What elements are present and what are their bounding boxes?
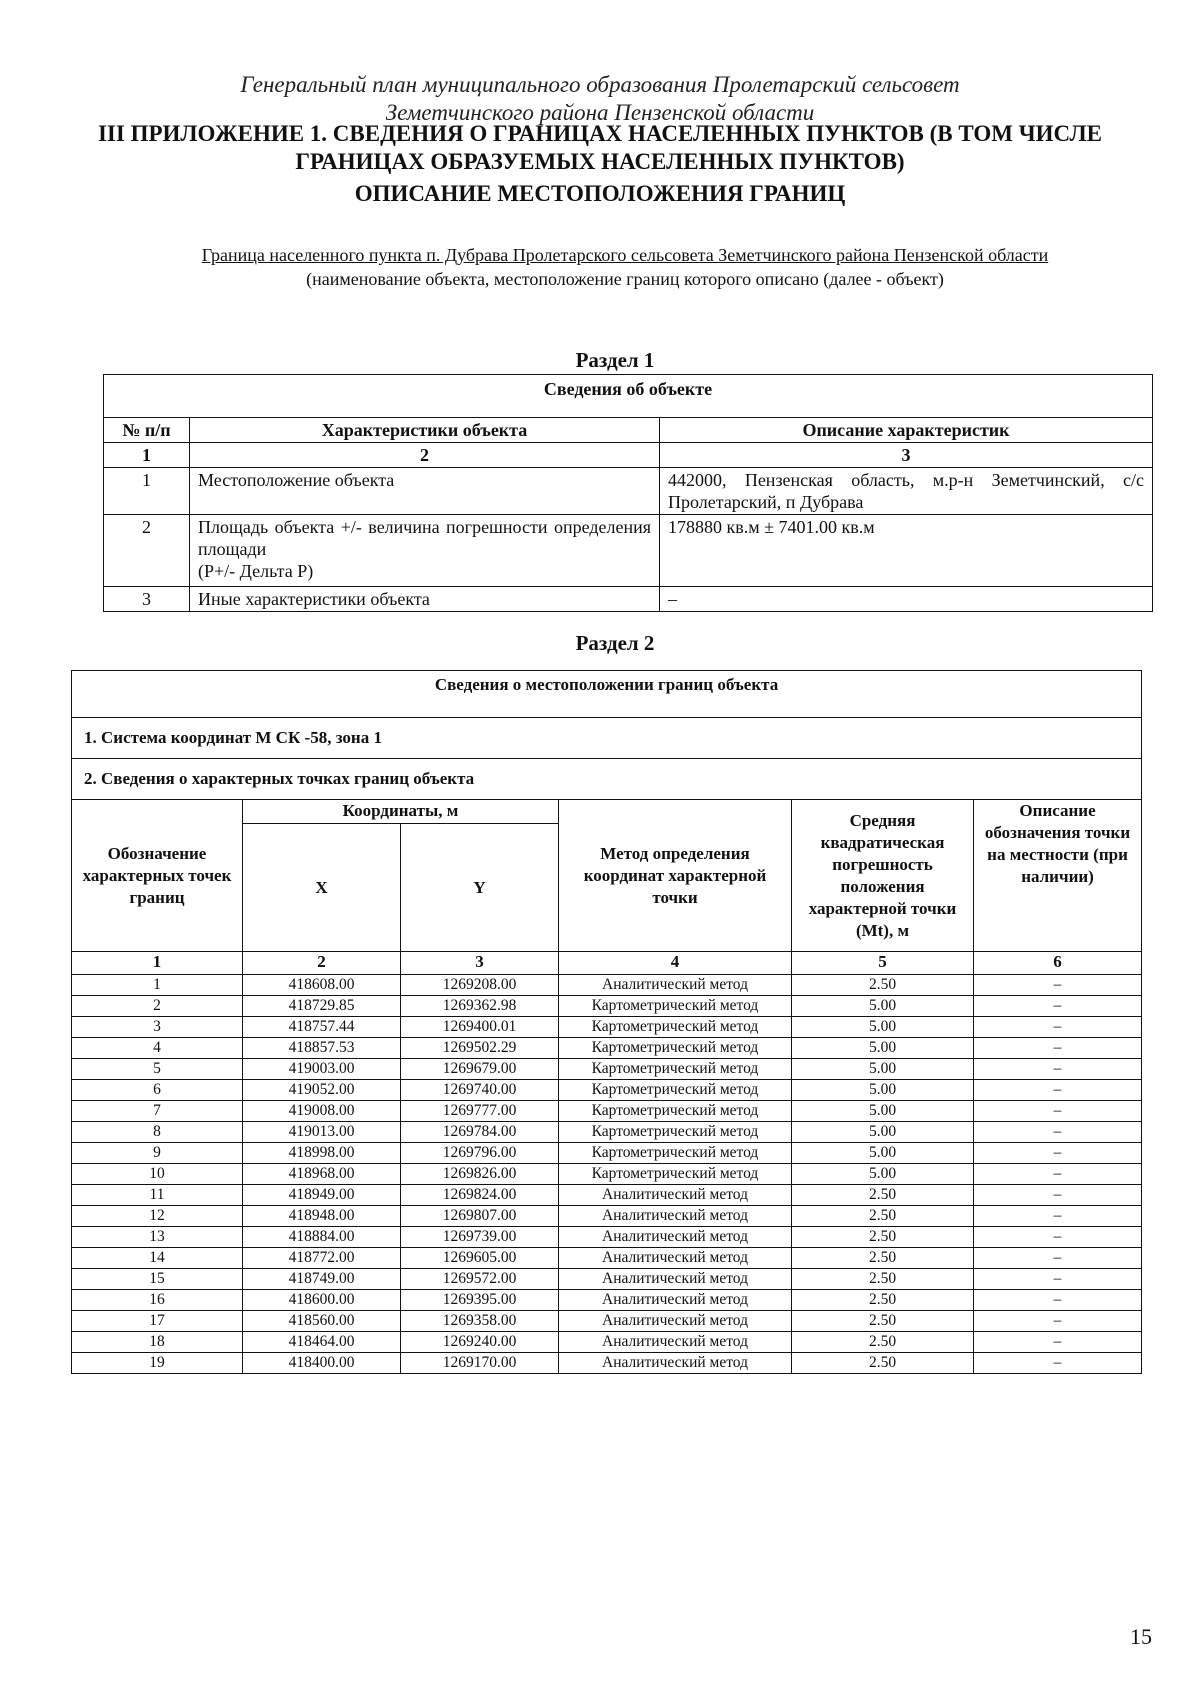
point-y: 1269502.29 (401, 1038, 559, 1059)
point-error: 2.50 (792, 1269, 974, 1290)
point-error: 2.50 (792, 975, 974, 996)
row-description: 442000, Пензенская область, м.р-н Земетчинский, с/с Пролетарский, п Дубрава (660, 468, 1153, 515)
point-number: 17 (72, 1311, 243, 1332)
appendix-title-line-2: ГРАНИЦАХ ОБРАЗУЕМЫХ НАСЕЛЕННЫХ ПУНКТОВ) (295, 149, 905, 174)
header-designation: Обозначение характерных точек границ (72, 800, 243, 952)
point-description: – (974, 1101, 1142, 1122)
point-x: 418968.00 (243, 1164, 401, 1185)
point-error: 5.00 (792, 1164, 974, 1185)
row-characteristic: Площадь объекта +/- величина погрешности определения площади (198, 517, 651, 559)
point-method: Аналитический метод (559, 1227, 792, 1248)
point-number: 7 (72, 1101, 243, 1122)
row-num: 1 (104, 468, 190, 515)
point-x: 419008.00 (243, 1101, 401, 1122)
header-method: Метод определения координат характерной точки (559, 800, 792, 952)
row-characteristic-cell (190, 515, 660, 587)
point-description: – (974, 1290, 1142, 1311)
point-error: 5.00 (792, 996, 974, 1017)
section-2-title: Раздел 2 (575, 631, 655, 655)
table-row (72, 1269, 1142, 1290)
header-description: Описание характеристик (660, 418, 1153, 443)
point-description: – (974, 1248, 1142, 1269)
table-row (104, 587, 1153, 612)
table-row (72, 1206, 1142, 1227)
point-description: – (974, 1311, 1142, 1332)
point-description: – (974, 1059, 1142, 1080)
coordinate-system: 1. Система координат М СК -58, зона 1 (72, 718, 1142, 759)
point-y: 1269796.00 (401, 1143, 559, 1164)
table-row (72, 1332, 1142, 1353)
point-description: – (974, 1164, 1142, 1185)
point-x: 419013.00 (243, 1122, 401, 1143)
point-error: 2.50 (792, 1332, 974, 1353)
table-row (72, 1038, 1142, 1059)
point-error: 2.50 (792, 1353, 974, 1374)
point-method: Аналитический метод (559, 1206, 792, 1227)
point-error: 2.50 (792, 1185, 974, 1206)
table-row (72, 1185, 1142, 1206)
point-method: Картометрический метод (559, 1038, 792, 1059)
point-number: 13 (72, 1227, 243, 1248)
point-description: – (974, 1080, 1142, 1101)
point-number: 12 (72, 1206, 243, 1227)
point-x: 418608.00 (243, 975, 401, 996)
row-description: – (660, 587, 1153, 612)
point-error: 5.00 (792, 1143, 974, 1164)
row-num: 3 (104, 587, 190, 612)
point-y: 1269400.01 (401, 1017, 559, 1038)
point-method: Аналитический метод (559, 1248, 792, 1269)
object-caption: (наименование объекта, местоположение границ которого описано (далее - объект) (306, 269, 944, 289)
point-error: 5.00 (792, 1038, 974, 1059)
table-row (104, 468, 1153, 515)
table-row (72, 1164, 1142, 1185)
point-y: 1269358.00 (401, 1311, 559, 1332)
row-characteristic: Иные характеристики объекта (190, 587, 660, 612)
point-method: Картометрический метод (559, 996, 792, 1017)
point-x: 418949.00 (243, 1185, 401, 1206)
point-number: 18 (72, 1332, 243, 1353)
boundary-points-table (71, 670, 1142, 1374)
point-x: 418464.00 (243, 1332, 401, 1353)
point-number: 2 (72, 996, 243, 1017)
col-number: 2 (190, 443, 660, 468)
col-number: 5 (792, 952, 974, 975)
header-num: № п/п (104, 418, 190, 443)
point-method: Аналитический метод (559, 975, 792, 996)
point-error: 5.00 (792, 1101, 974, 1122)
table-row (72, 1227, 1142, 1248)
col-number: 3 (660, 443, 1153, 468)
point-method: Картометрический метод (559, 1122, 792, 1143)
points-body (72, 975, 1142, 1374)
table-row (72, 1122, 1142, 1143)
point-description: – (974, 1332, 1142, 1353)
running-header-line-1: Генеральный план муниципального образования Пролетарский сельсовет (240, 72, 960, 97)
section-1-caption: Сведения об объекте (104, 375, 1153, 418)
appendix-title-line-3: ОПИСАНИЕ МЕСТОПОЛОЖЕНИЯ ГРАНИЦ (354, 181, 846, 206)
table-row (72, 1143, 1142, 1164)
point-x: 418772.00 (243, 1248, 401, 1269)
running-header-line-2: Земетчинского района Пензенской области (385, 100, 815, 125)
point-error: 2.50 (792, 1227, 974, 1248)
row-description: 178880 кв.м ± 7401.00 кв.м (660, 515, 1153, 587)
point-description: – (974, 1038, 1142, 1059)
table-row (104, 515, 1153, 587)
point-method: Картометрический метод (559, 1101, 792, 1122)
point-method: Картометрический метод (559, 1143, 792, 1164)
point-method: Аналитический метод (559, 1311, 792, 1332)
header-error: Средняя квадратическая погрешность положения характерной точки (Mt), м (792, 800, 974, 952)
point-error: 5.00 (792, 1017, 974, 1038)
table-row (72, 1080, 1142, 1101)
point-y: 1269826.00 (401, 1164, 559, 1185)
point-x: 419052.00 (243, 1080, 401, 1101)
table-row (72, 1248, 1142, 1269)
point-x: 418729.85 (243, 996, 401, 1017)
point-description: – (974, 996, 1142, 1017)
point-number: 3 (72, 1017, 243, 1038)
point-method: Аналитический метод (559, 1353, 792, 1374)
points-caption: 2. Сведения о характерных точках границ объекта (72, 759, 1142, 800)
col-number: 1 (72, 952, 243, 975)
header-characteristic: Характеристики объекта (190, 418, 660, 443)
point-number: 1 (72, 975, 243, 996)
point-method: Аналитический метод (559, 1185, 792, 1206)
point-number: 6 (72, 1080, 243, 1101)
point-error: 2.50 (792, 1311, 974, 1332)
point-description: – (974, 1227, 1142, 1248)
object-name-text: Граница населенного пункта п. Дубрава Пролетарского сельсовета Земетчинского района Пензенской области (201, 245, 1049, 265)
point-y: 1269777.00 (401, 1101, 559, 1122)
col-number: 1 (104, 443, 190, 468)
col-number: 6 (974, 952, 1142, 975)
point-y: 1269395.00 (401, 1290, 559, 1311)
section-1-title: Раздел 1 (575, 348, 655, 372)
table-row (72, 1353, 1142, 1374)
point-x: 418757.44 (243, 1017, 401, 1038)
row-num: 2 (104, 515, 190, 587)
point-number: 16 (72, 1290, 243, 1311)
point-y: 1269170.00 (401, 1353, 559, 1374)
object-info-table (103, 374, 1153, 612)
point-number: 8 (72, 1122, 243, 1143)
point-y: 1269572.00 (401, 1269, 559, 1290)
point-error: 5.00 (792, 1080, 974, 1101)
header-coords: Координаты, м (243, 800, 559, 824)
table-row (72, 1311, 1142, 1332)
point-error: 5.00 (792, 1059, 974, 1080)
section-2-caption: Сведения о местоположении границ объекта (72, 671, 1142, 718)
point-method: Картометрический метод (559, 1017, 792, 1038)
point-description: – (974, 1353, 1142, 1374)
point-y: 1269362.98 (401, 996, 559, 1017)
point-x: 418600.00 (243, 1290, 401, 1311)
point-x: 418998.00 (243, 1143, 401, 1164)
point-number: 19 (72, 1353, 243, 1374)
point-number: 9 (72, 1143, 243, 1164)
point-x: 418857.53 (243, 1038, 401, 1059)
point-method: Картометрический метод (559, 1164, 792, 1185)
point-description: – (974, 1122, 1142, 1143)
point-y: 1269824.00 (401, 1185, 559, 1206)
point-error: 5.00 (792, 1122, 974, 1143)
header-y: Y (401, 824, 559, 952)
row-characteristic-extra: (Р+/- Дельта Р) (198, 561, 314, 581)
table-row (72, 1017, 1142, 1038)
point-y: 1269739.00 (401, 1227, 559, 1248)
point-y: 1269740.00 (401, 1080, 559, 1101)
point-description: – (974, 1269, 1142, 1290)
col-number: 4 (559, 952, 792, 975)
point-error: 2.50 (792, 1248, 974, 1269)
point-number: 5 (72, 1059, 243, 1080)
header-x: X (243, 824, 401, 952)
point-y: 1269784.00 (401, 1122, 559, 1143)
col-number: 2 (243, 952, 401, 975)
point-description: – (974, 975, 1142, 996)
row-characteristic: Местоположение объекта (190, 468, 660, 515)
point-description: – (974, 1017, 1142, 1038)
object-name (0, 244, 1200, 266)
table-row (72, 1059, 1142, 1080)
point-error: 2.50 (792, 1290, 974, 1311)
point-number: 11 (72, 1185, 243, 1206)
point-x: 419003.00 (243, 1059, 401, 1080)
point-method: Картометрический метод (559, 1059, 792, 1080)
point-method: Аналитический метод (559, 1290, 792, 1311)
point-method: Аналитический метод (559, 1332, 792, 1353)
header-point-description: Описание обозначения точки на местности (при наличии) (974, 800, 1142, 952)
point-x: 418884.00 (243, 1227, 401, 1248)
col-number: 3 (401, 952, 559, 975)
point-number: 10 (72, 1164, 243, 1185)
page-number: 15 (1130, 1624, 1152, 1649)
point-y: 1269240.00 (401, 1332, 559, 1353)
appendix-title-line-1: III ПРИЛОЖЕНИЕ 1. СВЕДЕНИЯ О ГРАНИЦАХ НАСЕЛЕННЫХ ПУНКТОВ (В ТОМ ЧИСЛЕ (97, 121, 1103, 146)
point-number: 4 (72, 1038, 243, 1059)
point-description: – (974, 1206, 1142, 1227)
point-number: 14 (72, 1248, 243, 1269)
point-y: 1269679.00 (401, 1059, 559, 1080)
point-description: – (974, 1185, 1142, 1206)
point-y: 1269807.00 (401, 1206, 559, 1227)
point-error: 2.50 (792, 1206, 974, 1227)
table-row (72, 975, 1142, 996)
table-row (72, 1290, 1142, 1311)
point-x: 418948.00 (243, 1206, 401, 1227)
point-number: 15 (72, 1269, 243, 1290)
point-x: 418400.00 (243, 1353, 401, 1374)
table-row (72, 1101, 1142, 1122)
point-method: Аналитический метод (559, 1269, 792, 1290)
point-method: Картометрический метод (559, 1080, 792, 1101)
point-description: – (974, 1143, 1142, 1164)
table-row (72, 996, 1142, 1017)
point-x: 418749.00 (243, 1269, 401, 1290)
point-y: 1269605.00 (401, 1248, 559, 1269)
point-y: 1269208.00 (401, 975, 559, 996)
point-x: 418560.00 (243, 1311, 401, 1332)
